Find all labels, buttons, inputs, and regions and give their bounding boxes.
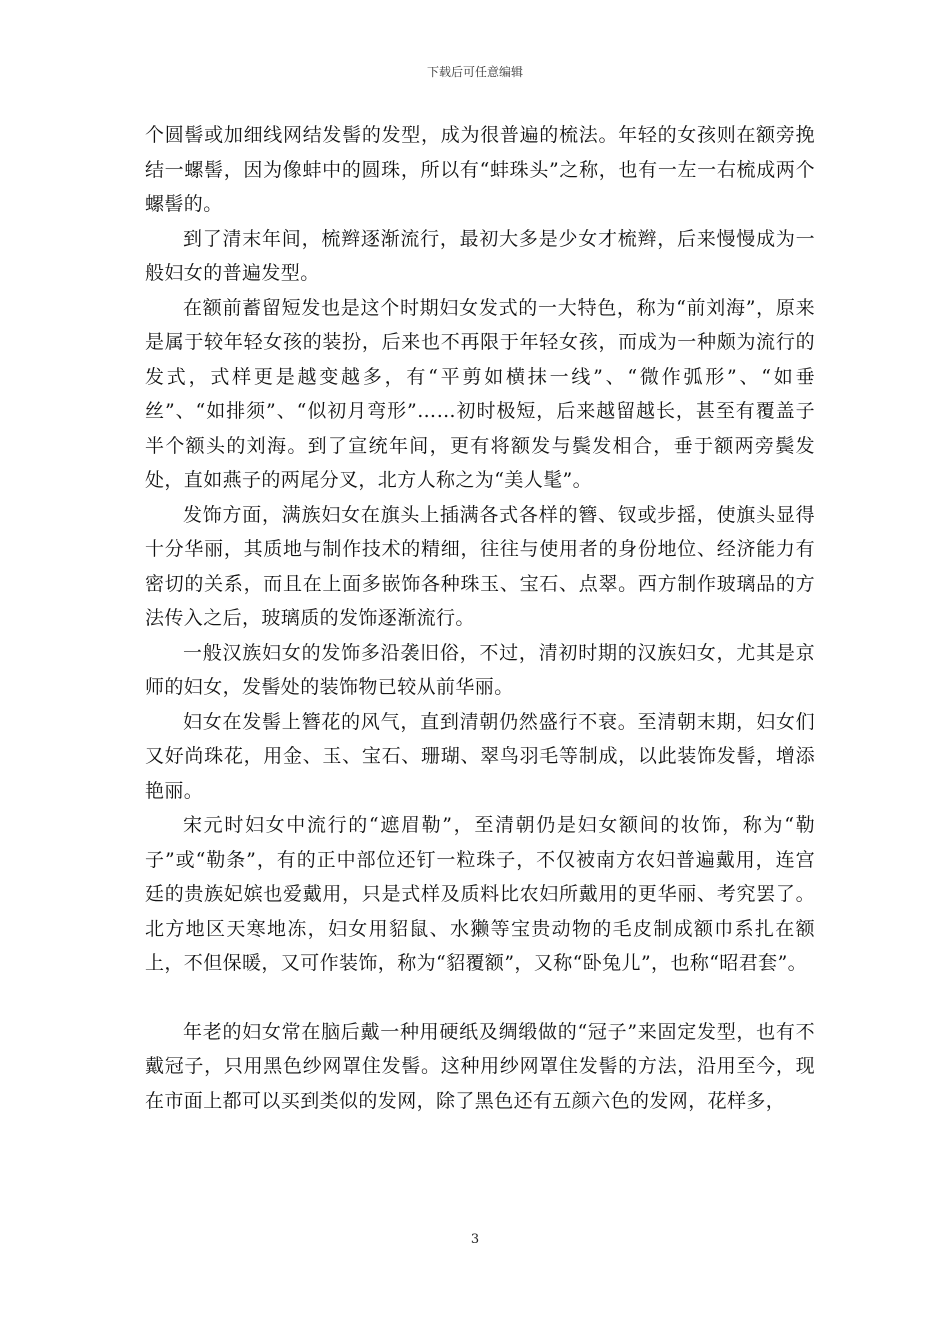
paragraph-1: 个圆髻或加细线网结发髻的发型，成为很普遍的梳法。年轻的女孩则在额旁挽结一螺髻，因为像蚌中的圆珠，所以有“蚌珠头”之称，也有一左一右梳成两个螺髻的。: [145, 124, 815, 215]
paragraph-7: 宋元时妇女中流行的“遮眉勒”，至清朝仍是妇女额间的妆饰，称为“勒子”或“勒条”，有的正中部位还钉一粒珠子，不仅被南方农妇普遍戴用，连宫廷的贵族妃嫔也爱戴用，只是式样及质料比农妇所戴用的更华丽、考究罢了。北方地区天寒地冻，妇女用貂鼠、水獭等宝贵动物的毛皮制成额巾系扎在额上，不但保暖，又可作装饰，称为“貂覆额”，又称“卧兔儿”，也称“昭君套”。: [145, 814, 815, 974]
paragraph-2: 到了清末年间，梳辫逐渐流行，最初大多是少女才梳辫，后来慢慢成为一般妇女的普遍发型。: [145, 227, 815, 284]
paragraph-8: 年老的妇女常在脑后戴一种用硬纸及绸缎做的“冠子”来固定发型，也有不戴冠子，只用黑色纱网罩住发髻。这种用纱网罩住发髻的方法，沿用至今，现在市面上都可以买到类似的发网，除了黑色还有五颜六色的发网，花样多，: [145, 1020, 815, 1112]
paragraph-gap: [145, 981, 815, 1015]
page-number: 3: [470, 1232, 480, 1247]
page-header: 下载后可任意编辑: [426, 65, 523, 79]
paragraph-4: 发饰方面，满族妇女在旗头上插满各式各样的簪、钗或步摇，使旗头显得十分华丽，其质地与制作技术的精细，往往与使用者的身份地位、经济能力有密切的关系，而且在上面多嵌饰各种珠玉、宝石、点翠。西方制作玻璃品的方法传入之后，玻璃质的发饰逐渐流行。: [145, 503, 815, 629]
paragraph-6: 妇女在发髻上簪花的风气，直到清朝仍然盛行不衰。至清朝末期，妇女们又好尚珠花，用金、玉、宝石、珊瑚、翠鸟羽毛等制成，以此装饰发髻，增添艳丽。: [145, 710, 815, 802]
paragraph-5: 一般汉族妇女的发饰多沿袭旧俗，不过，清初时期的汉族妇女，尤其是京师的妇女，发髻处的装饰物已较从前华丽。: [145, 641, 815, 698]
paragraph-3: 在额前蓄留短发也是这个时期妇女发式的一大特色，称为“前刘海”，原来是属于较年轻女孩的装扮，后来也不再限于年轻女孩，而成为一种颇为流行的发式，式样更是越变越多，有“平剪如横抹一线”、“微作弧形”、“如垂丝”、“如排须”、“似初月弯形”……初时极短，后来越留越长，甚至有覆盖子半个额头的刘海。到了宣统年间，更有将额发与鬓发相合，垂于额两旁鬓发处，直如燕子的两尾分叉，北方人称之为“美人髦”。: [145, 296, 815, 491]
document-body: [145, 118, 815, 1118]
